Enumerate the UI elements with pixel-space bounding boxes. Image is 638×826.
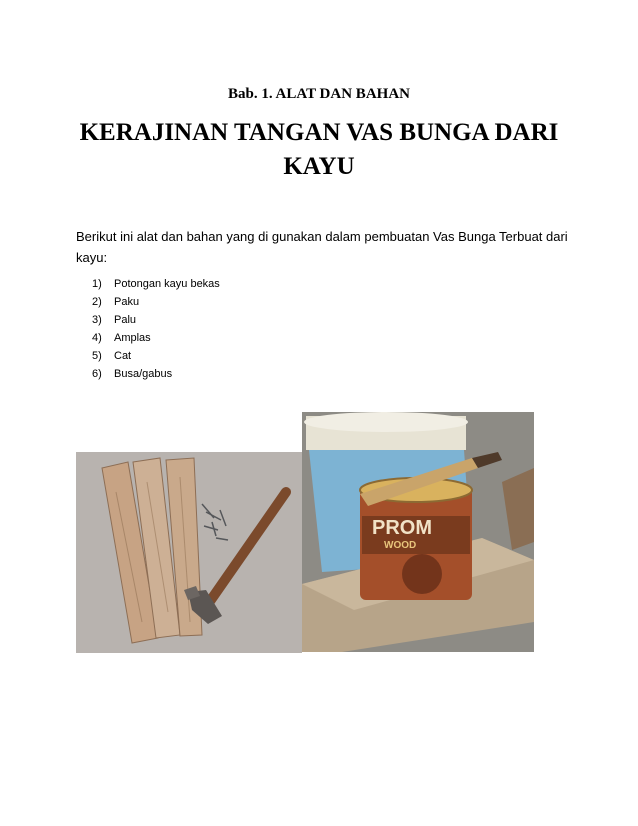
list-item [92, 365, 220, 383]
wood-photo-illustration [76, 452, 302, 653]
list-item [92, 275, 220, 293]
materials-list [92, 275, 220, 383]
chapter-heading: Bab. 1. ALAT DAN BAHAN [228, 86, 410, 102]
list-item-label: Palu [114, 314, 137, 326]
list-item-number: 3) [92, 314, 102, 326]
list-item-number: 2) [92, 296, 102, 308]
list-item-number: 6) [92, 368, 102, 380]
wood-planks-nails-hammer-photo [76, 452, 302, 653]
list-item-number: 5) [92, 350, 102, 362]
intro-paragraph: Berikut ini alat dan bahan yang di gunakan dalam pembuatan Vas Bunga Terbuat dari kayu: [76, 229, 568, 265]
list-item [92, 329, 220, 347]
list-item [92, 347, 220, 365]
list-item-label: Potongan kayu bekas [114, 278, 220, 290]
document-title [60, 116, 578, 184]
list-item-label: Cat [114, 350, 132, 362]
title-line-1: KERAJINAN TANGAN VAS BUNGA DARI [79, 119, 559, 146]
title-line-2: KAYU [283, 153, 355, 180]
list-item-number: 4) [92, 332, 102, 344]
list-item [92, 311, 220, 329]
paint-can-brush-bucket-photo [302, 412, 534, 652]
can-label-text: PROM [372, 517, 432, 539]
list-item-label: Amplas [114, 332, 151, 344]
can-sublabel-text: WOOD [384, 540, 417, 551]
list-item [92, 293, 220, 311]
list-item-label: Busa/gabus [114, 368, 173, 380]
list-item-label: Paku [114, 296, 140, 308]
list-item-number: 1) [92, 278, 102, 290]
paint-photo-illustration [302, 412, 534, 652]
